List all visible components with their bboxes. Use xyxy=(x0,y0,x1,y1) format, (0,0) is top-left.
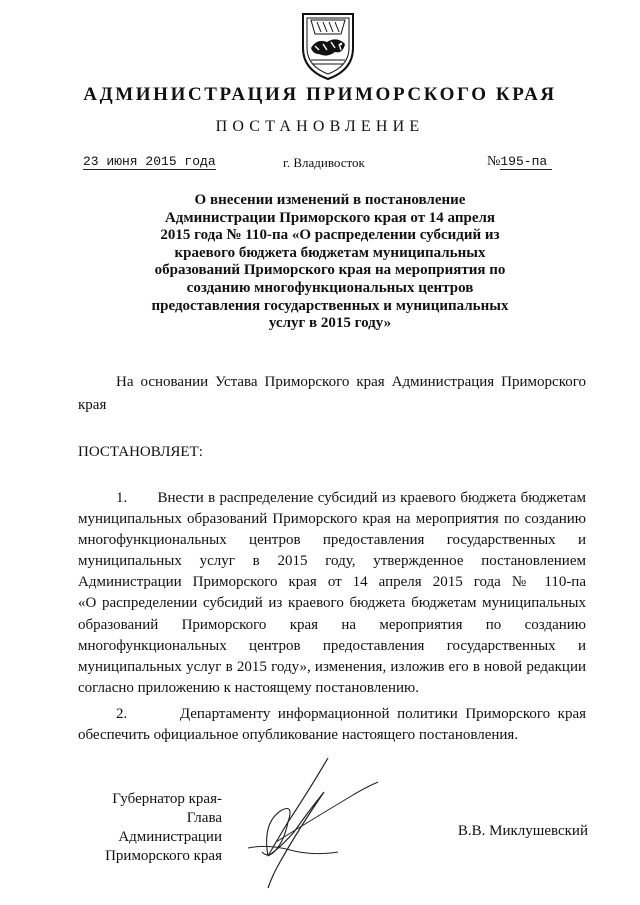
item-line: муниципальных образований Приморского края на мероприятия по созданию xyxy=(78,511,586,528)
item-line: муниципальных услуг в 2015 году, утвержденное постановлением xyxy=(78,553,586,570)
item-line: 1. Внести в распределение субсидий из краевого бюджета бюджетам xyxy=(116,490,586,506)
basis-line: На основании Устава Приморского края Администрация Приморского xyxy=(116,374,586,390)
decree-item-2 xyxy=(78,704,586,746)
number-prefix: № xyxy=(487,154,501,169)
coat-of-arms-emblem xyxy=(297,8,359,82)
title-line: 2015 года № 110-па «О распределении субсидий из xyxy=(160,227,500,244)
position-line: Губернатор края- xyxy=(112,791,222,807)
title-line: услуг в 2015 году» xyxy=(268,315,392,332)
title-line: предоставления государственных и муниципальных xyxy=(151,297,509,314)
title-line: краевого бюджета бюджетам муниципальных xyxy=(174,244,486,261)
number-value: 195-па xyxy=(500,154,552,170)
item-line: многофункциональных центров предоставления государственных и xyxy=(78,532,586,549)
title-line: созданию многофункциональных центров xyxy=(186,279,474,296)
document-date: 23 июня 2015 года xyxy=(83,154,216,169)
title-line: образований Приморского края на мероприятия по xyxy=(154,262,506,279)
item-line: многофункциональных центров предоставления государственных и xyxy=(78,637,586,654)
document-type: ПОСТАНОВЛЕНИЕ xyxy=(215,118,425,135)
basis-line: края xyxy=(78,397,107,413)
item-line: обеспечить официальное опубликование настоящего постановления. xyxy=(78,727,519,744)
item-line: согласно приложению к настоящему постановлению. xyxy=(78,679,419,696)
decree-item-1 xyxy=(78,488,586,699)
title-line: О внесении изменений в постановление xyxy=(194,192,466,208)
item-line: Администрации Приморского края от 14 апреля 2015 года № 110-па xyxy=(78,574,586,591)
signatory-name: В.В. Миклушевский xyxy=(457,823,588,839)
item-line: образований Приморского края на мероприятия по созданию xyxy=(78,616,586,633)
item-line: «О распределении субсидий из краевого бюджета бюджетам муниципальных xyxy=(78,595,586,612)
handwritten-signature xyxy=(228,752,388,892)
item-line: муниципальных услуг в 2015 году», изменения, изложив его в новой редакции xyxy=(78,658,586,675)
document-title xyxy=(80,192,580,333)
position-line: Глава Администрации xyxy=(118,810,222,845)
item-line: 2. Департаменту информационной политики Приморского края xyxy=(116,706,586,722)
signatory-position xyxy=(82,790,222,866)
document-number xyxy=(487,154,552,170)
position-line: Приморского края xyxy=(105,848,222,864)
organization-name: АДМИНИСТРАЦИЯ ПРИМОРСКОГО КРАЯ xyxy=(83,84,557,105)
document-city: г. Владивосток xyxy=(283,155,365,170)
title-line: Администрации Приморского края от 14 апреля xyxy=(164,209,496,226)
decree-word: ПОСТАНОВЛЯЕТ: xyxy=(78,444,203,460)
